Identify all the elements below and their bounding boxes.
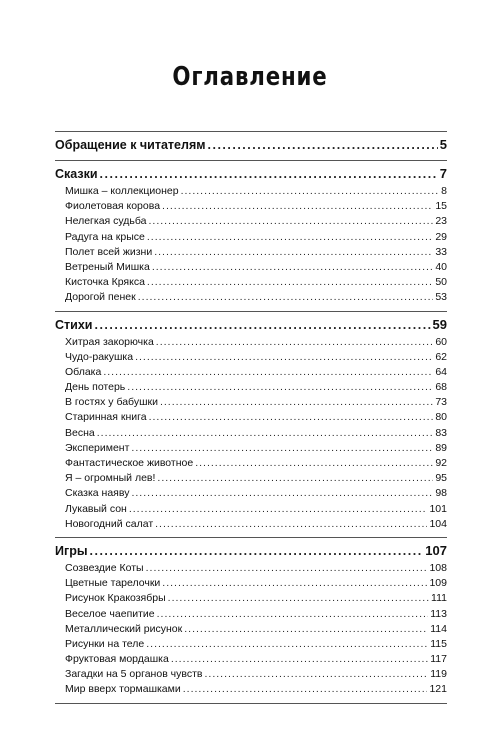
toc-entry (55, 637, 447, 652)
entry-page-number: 101 (429, 502, 447, 515)
dot-leader (149, 410, 434, 425)
entry-page-number: 8 (441, 185, 447, 197)
toc-section (55, 311, 447, 537)
entry-page-number: 40 (435, 260, 447, 273)
entry-title: Рисунок Кракозябры (65, 592, 166, 605)
toc-entry (55, 561, 447, 576)
toc-entry (55, 335, 447, 350)
entry-title: Кисточка Крякса (65, 276, 145, 289)
dot-leader (183, 682, 428, 697)
dot-leader (131, 441, 433, 456)
section-heading (55, 315, 447, 335)
entry-title: Фантастическое животное (65, 457, 194, 469)
dot-leader (100, 164, 438, 184)
section-title: Игры (55, 543, 88, 558)
toc-entry (55, 365, 447, 380)
toc-entry (55, 290, 447, 305)
dot-leader (181, 184, 440, 199)
toc-entry (55, 502, 447, 517)
toc-entry (55, 245, 447, 260)
toc-entry (55, 275, 447, 290)
entry-title: Металлический рисунок (65, 622, 183, 635)
entry-page-number: 53 (435, 291, 447, 304)
entry-title: Созвездие Коты (65, 561, 144, 574)
dot-leader (147, 275, 433, 290)
entry-page-number: 50 (435, 276, 447, 289)
section-title: Стихи (55, 317, 93, 332)
dot-leader (90, 541, 424, 561)
entry-title: Мишка – коллекционер (65, 185, 179, 197)
entry-page-number: 15 (435, 200, 447, 213)
entry-page-number: 117 (430, 653, 447, 666)
entry-title: Облака (65, 365, 102, 378)
entry-page-number: 121 (429, 683, 447, 696)
section-page-number: 59 (432, 316, 447, 332)
dot-leader (168, 591, 429, 606)
entry-page-number: 33 (435, 245, 447, 258)
dot-leader (156, 335, 434, 350)
dot-leader (146, 637, 428, 652)
dot-leader (155, 517, 427, 532)
toc-entry (55, 184, 447, 199)
toc-entry (55, 471, 447, 486)
section-heading (55, 541, 447, 561)
section-page-number: 5 (439, 137, 447, 152)
entry-title: Старинная книга (65, 411, 147, 424)
toc-section (55, 160, 447, 311)
entry-title: Мир вверх тормашками (65, 683, 181, 696)
entry-page-number: 119 (430, 668, 447, 681)
toc-entry (55, 486, 447, 501)
dot-leader (97, 426, 434, 441)
toc-entry (55, 667, 447, 682)
entry-title: Цветные тарелочки (65, 577, 161, 590)
dot-leader (135, 350, 433, 365)
toc-section (55, 131, 447, 160)
toc-entry (55, 230, 447, 245)
entry-page-number: 73 (435, 396, 447, 409)
entry-title: Рисунки на теле (65, 637, 145, 650)
page-title: Оглавление (172, 62, 328, 92)
section-page-number: 107 (425, 542, 447, 558)
dot-leader (154, 245, 433, 260)
entry-page-number: 62 (435, 350, 447, 363)
entry-title: Фруктовая мордашка (65, 653, 169, 666)
entry-page-number: 23 (435, 215, 447, 228)
dot-leader (162, 576, 427, 591)
entry-page-number: 113 (430, 607, 447, 620)
dot-leader (157, 471, 433, 486)
entry-page-number: 95 (435, 472, 447, 485)
dot-leader (152, 260, 434, 275)
dot-leader (129, 502, 428, 517)
dot-leader (147, 230, 433, 245)
dot-leader (146, 561, 428, 576)
dot-leader (138, 290, 434, 305)
entry-title: Я – огромный лев! (65, 472, 156, 485)
dot-leader (160, 395, 433, 410)
toc-entry (55, 350, 447, 365)
toc-entry (55, 591, 447, 606)
entry-page-number: 80 (435, 411, 447, 424)
entry-page-number: 68 (435, 381, 447, 394)
dot-leader (171, 652, 428, 667)
toc-entry (55, 260, 447, 275)
dot-leader (195, 456, 433, 471)
entry-page-number: 64 (435, 365, 447, 378)
toc-entry (55, 576, 447, 591)
entry-title: Загадки на 5 органов чувств (65, 668, 203, 681)
toc-section (55, 537, 447, 704)
toc-entry (55, 456, 447, 471)
entry-page-number: 114 (430, 622, 447, 635)
toc-entry (55, 410, 447, 425)
entry-title: Ветреный Мишка (65, 260, 150, 273)
dot-leader (103, 365, 433, 380)
entry-page-number: 111 (431, 592, 447, 605)
toc-entry (55, 607, 447, 622)
dot-leader (94, 315, 430, 335)
section-heading (55, 164, 447, 184)
toc-entry (55, 441, 447, 456)
toc-entry (55, 214, 447, 229)
entry-title: Весна (65, 426, 95, 439)
toc-entry (55, 682, 447, 697)
section-title: Обращение к читателям (55, 138, 206, 152)
dot-leader (157, 607, 429, 622)
toc-entry (55, 517, 447, 532)
toc-entry (55, 426, 447, 441)
entry-title: День потерь (65, 381, 126, 394)
entry-title: Радуга на крысе (65, 230, 145, 243)
toc-entry (55, 395, 447, 410)
section-heading (55, 135, 447, 155)
toc-entry (55, 652, 447, 667)
entry-title: Новогодний салат (65, 517, 154, 530)
entry-page-number: 98 (435, 487, 447, 500)
entry-title: Веселое чаепитие (65, 607, 155, 620)
dot-leader (184, 622, 428, 637)
entry-page-number: 89 (435, 441, 447, 454)
entry-title: Полет всей жизни (65, 245, 153, 258)
entry-page-number: 83 (435, 426, 447, 439)
entry-page-number: 104 (429, 517, 447, 530)
entry-title: Эксперимент (65, 441, 130, 454)
dot-leader (127, 380, 433, 395)
entry-page-number: 115 (430, 637, 447, 650)
dot-leader (162, 199, 433, 214)
section-page-number: 7 (439, 166, 447, 181)
entry-page-number: 92 (435, 457, 447, 469)
entry-page-number: 29 (435, 230, 447, 243)
entry-title: В гостях у бабушки (65, 396, 158, 409)
section-title: Сказки (55, 167, 98, 181)
toc-entry (55, 622, 447, 637)
entry-title: Нелегкая судьба (65, 215, 147, 228)
entry-page-number: 109 (429, 577, 447, 590)
dot-leader (131, 486, 433, 501)
toc-entry (55, 380, 447, 395)
dot-leader (205, 667, 429, 682)
entry-title: Сказка наяву (65, 487, 130, 500)
toc-entry (55, 199, 447, 214)
entry-page-number: 108 (429, 561, 447, 574)
dot-leader (208, 135, 438, 155)
entry-title: Чудо-ракушка (65, 350, 134, 363)
entry-title: Хитрая закорючка (65, 335, 154, 348)
entry-title: Дорогой пенек (65, 291, 136, 304)
dot-leader (149, 214, 434, 229)
entry-title: Фиолетовая корова (65, 200, 161, 213)
table-of-contents (55, 131, 447, 704)
entry-page-number: 60 (435, 335, 447, 348)
entry-title: Лукавый сон (65, 502, 127, 515)
